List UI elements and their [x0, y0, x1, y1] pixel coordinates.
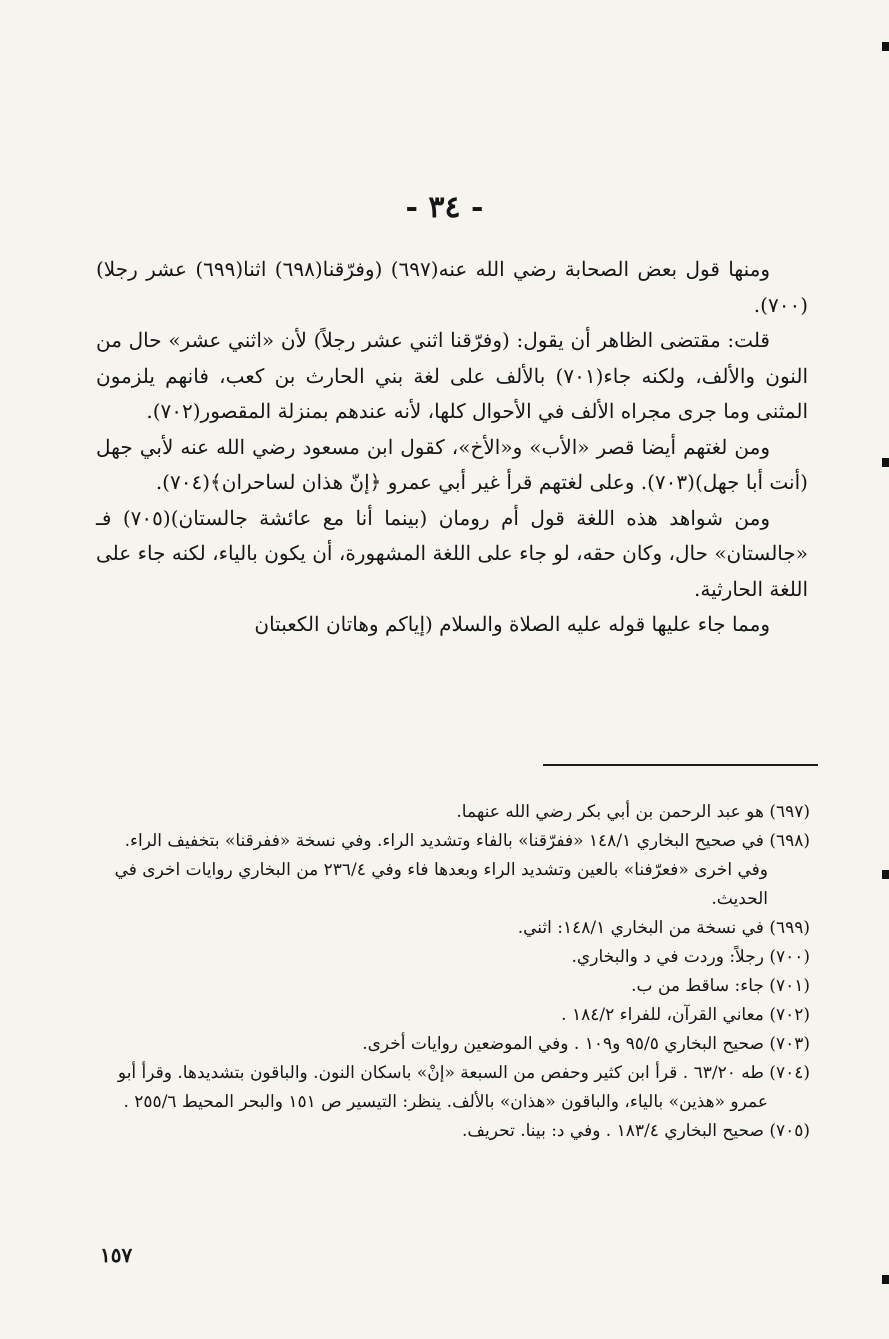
- paragraph-4: ومن شواهد هذه اللغة قول أم رومان (بينما أنا مع عائشة جالستان)(٧٠٥) فـ «جالستان» حال، وكان حقه، لو جاء على اللغة المشهورة، أن يكون بالياء، لكنه جاء على اللغة الحارثية.: [96, 505, 808, 601]
- paragraph-5: ومما جاء عليها قوله عليه الصلاة والسلام (إياكم وهاتان الكعبتان: [254, 612, 770, 636]
- scan-edge-mark: [882, 42, 889, 51]
- scan-edge-mark: [882, 1275, 889, 1284]
- footnote-divider: [543, 764, 818, 766]
- footnotes: [104, 798, 810, 1146]
- main-text: [96, 252, 808, 643]
- scan-edge-mark: [882, 870, 889, 879]
- footnote-697: (٦٩٧) هو عبد الرحمن بن أبي بكر رضي الله عنهما.: [456, 802, 810, 822]
- paragraph-3: ومن لغتهم أيضا قصر «الأب» و«الأخ»، كقول ابن مسعود رضي الله عنه لأبي جهل (أنت أبا جهل)(٧٠٣). وعلى لغتهم قرأ غير أبي عمرو ﴿إنّ هذان لساحران﴾(٧٠٤).: [96, 434, 808, 494]
- footnote-700: (٧٠٠) رجلاً: وردت في د والبخاري.: [571, 947, 810, 967]
- footnote-699: (٦٩٩) في نسخة من البخاري ١٤٨/١: اثني.: [517, 918, 810, 938]
- paragraph-1: ومنها قول بعض الصحابة رضي الله عنه(٦٩٧) (وفرّقنا(٦٩٨) اثنا(٦٩٩) عشر رجلا)(٧٠٠).: [96, 257, 808, 317]
- footnote-704: (٧٠٤) طه ٦٣/٢٠ . قرأ ابن كثير وحفص من السبعة «إنْ» باسكان النون. والباقون بتشديدها. وقرأ أبو عمرو «هذين» بالياء، والباقون «هذان» بالألف. ينظر: التيسير ص ١٥١ والبحر المحيط ٢٥٥/٦ .: [117, 1063, 810, 1112]
- footnote-702: (٧٠٢) معاني القرآن، للفراء ١٨٤/٢ .: [561, 1005, 810, 1025]
- footnote-705: (٧٠٥) صحيح البخاري ١٨٣/٤ . وفي د: بينا. تحريف.: [462, 1121, 810, 1141]
- folio-page-number: ١٥٧: [100, 1243, 133, 1267]
- paragraph-2: قلت: مقتضى الظاهر أن يقول: (وفرّقنا اثني عشر رجلاً) لأن «اثني عشر» حال من النون والألف، ولكنه جاء(٧٠١) بالألف على لغة بني الحارث بن كعب، فانهم يلزمون المثنى وما جرى مجراه الألف في الأحوال كلها، لأنه عندهم بمنزلة المقصور(٧٠٢).: [96, 328, 808, 423]
- footnote-703: (٧٠٣) صحيح البخاري ٩٥/٥ و١٠٩ . وفي الموضعين روايات أخرى.: [362, 1034, 810, 1054]
- footnote-701: (٧٠١) جاء: ساقط من ب.: [631, 976, 810, 996]
- page-number-header: - ٣٤ -: [405, 190, 484, 225]
- scan-edge-mark: [882, 458, 889, 467]
- footnote-698: (٦٩٨) في صحيح البخاري ١٤٨/١ «ففرّقنا» بالفاء وتشديد الراء. وفي نسخة «ففرقنا» بتخفيف الراء. وفي اخرى «فعرّفنا» بالعين وتشديد الراء وبعدها فاء وفي ٢٣٦/٤ من البخاري روايات اخرى في الحديث.: [114, 831, 810, 909]
